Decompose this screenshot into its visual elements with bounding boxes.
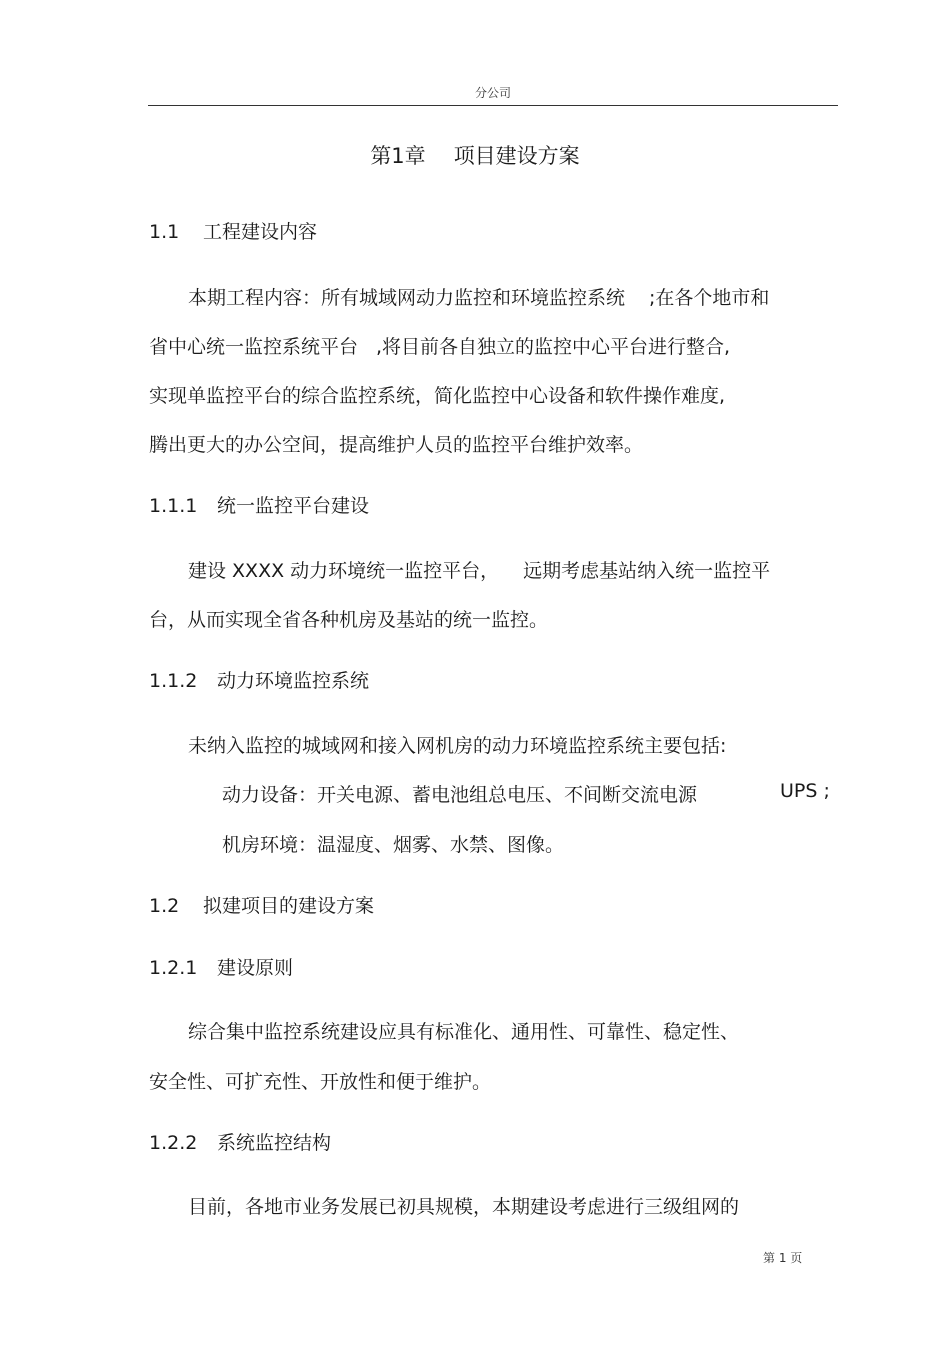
- text-segment: ,将目前各自独立的监控中心平台进行整合,: [376, 336, 731, 358]
- paragraph-line: 动力设备：开关电源、蓄电池组总电压、不间断交流电源: [222, 784, 698, 806]
- text-segment: 省中心统一监控系统平台: [149, 336, 359, 358]
- header-rule: [148, 105, 838, 106]
- paragraph-line: 目前，各地市业务发展已初具规模，本期建设考虑进行三级组网的: [188, 1196, 740, 1218]
- section-heading-1-1-2: [149, 666, 369, 693]
- paragraph-line: 未纳入监控的城域网和接入网机房的动力环境监控系统主要包括:: [188, 735, 727, 757]
- paragraph-line: 台，从而实现全省各种机房及基站的统一监控。: [149, 609, 549, 631]
- section-number: 1.2.1: [149, 957, 198, 979]
- text-segment: ;在各个地市和: [649, 287, 770, 309]
- paragraph-line-end: UPS ;: [780, 780, 830, 802]
- section-title: 动力环境监控系统: [217, 670, 370, 692]
- section-number: 1.1.2: [149, 670, 198, 692]
- section-title: 工程建设内容: [203, 221, 318, 243]
- section-title: 统一监控平台建设: [217, 495, 370, 517]
- chapter-heading: [0, 140, 950, 170]
- paragraph-line: 安全性、可扩充性、开放性和便于维护。: [149, 1071, 492, 1093]
- paragraph-line: 综合集中监控系统建设应具有标准化、通用性、可靠性、稳定性、: [188, 1021, 740, 1043]
- paragraph-line: [188, 283, 769, 310]
- page-header: 分公司: [474, 86, 511, 100]
- section-number: 1.1: [149, 221, 180, 243]
- section-title: 系统监控结构: [217, 1132, 332, 1154]
- paragraph-line: [188, 556, 770, 583]
- section-heading-1-1: [149, 217, 317, 244]
- text-segment: 建设 XXXX 动力环境统一监控平台，: [188, 560, 500, 582]
- paragraph-line: 腾出更大的办公空间，提高维护人员的监控平台维护效率。: [149, 434, 644, 456]
- section-number: 1.2: [149, 895, 180, 917]
- chapter-number: 第1章: [370, 144, 426, 168]
- paragraph-line: 机房环境：温湿度、烟雾、水禁、图像。: [222, 834, 565, 856]
- section-heading-1-1-1: [149, 491, 369, 518]
- text-segment: 本期工程内容：所有城域网动力监控和环境监控系统: [188, 287, 626, 309]
- page-number: 第 1 页: [763, 1251, 803, 1265]
- section-heading-1-2: [149, 891, 374, 918]
- section-heading-1-2-2: [149, 1128, 331, 1155]
- section-number: 1.2.2: [149, 1132, 198, 1154]
- section-title: 建设原则: [217, 957, 294, 979]
- text-segment: 远期考虑基站纳入统一监控平: [523, 560, 771, 582]
- paragraph-line: 实现单监控平台的综合监控系统，简化监控中心设备和软件操作难度,: [149, 385, 726, 407]
- section-heading-1-2-1: [149, 953, 293, 980]
- chapter-title: 项目建设方案: [453, 144, 580, 168]
- paragraph-line: [149, 332, 730, 359]
- section-number: 1.1.1: [149, 495, 198, 517]
- section-title: 拟建项目的建设方案: [203, 895, 375, 917]
